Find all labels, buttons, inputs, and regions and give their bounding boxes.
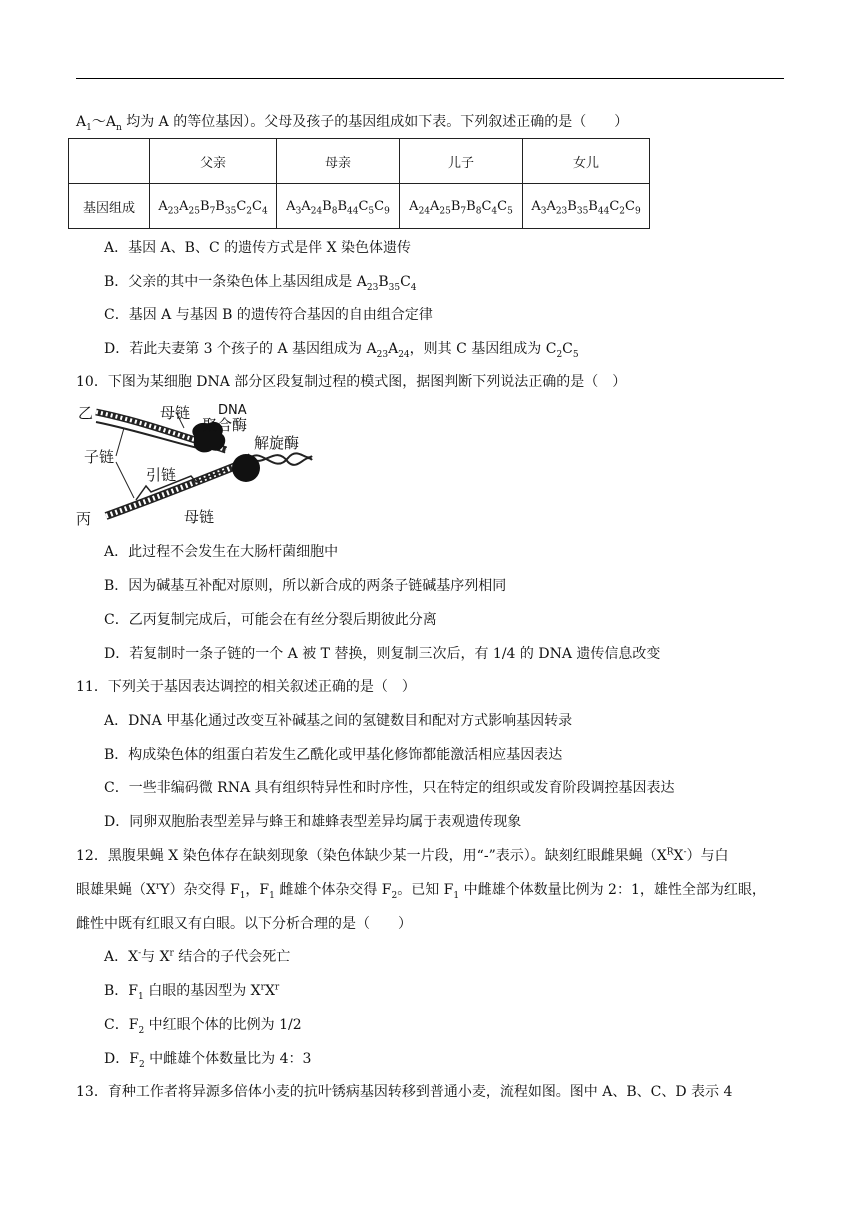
q12-stem-line2: 眼雄果蝇$(X^rY)$杂交得 $F_1$，$F_1$ 雌雄个体杂交得 $F_2$。已知 $F_1$ 中雌雄个体数量比例为 2：1，雄性全部为红眼，	[76, 881, 766, 901]
table-header-cell: 儿子	[400, 139, 523, 184]
label-bing: 丙	[76, 510, 92, 528]
q9-intro: $A_1\sim A_n$ 均为 A 的等位基因）。父母及孩子的基因组成如下表。下列叙述正确的是（ ）	[76, 114, 629, 133]
table-header-cell	[69, 139, 150, 184]
q10-option-d: D．若复制时一条子链的一个 A 被 T 替换，则复制三次后，有 1/4 的 DNA 遗传信息改变	[104, 646, 661, 662]
q12-option-d: D．$F_2$ 中雌雄个体数量比为 4：3	[104, 1051, 312, 1070]
label-polymerase: 聚合酶	[202, 416, 248, 434]
q12-stem-line3: 雌性中既有红眼又有白眼。以下分析合理的是（ ）	[76, 916, 412, 932]
table-header-cell: 父亲	[150, 139, 277, 184]
q11-option-c: C．一些非编码微 RNA 具有组织特异性和时序性，只在特定的组织或发育阶段调控基因表达	[104, 780, 675, 796]
label-primer: 引链	[146, 466, 177, 484]
q11-option-a: A．DNA 甲基化通过改变互补碱基之间的氢键数目和配对方式影响基因转录	[104, 713, 573, 729]
label-parent-strand-bottom: 母链	[184, 508, 215, 526]
table-cell-father: $A_{23}A_{25}B_7B_{35}C_2C_4$	[150, 184, 277, 229]
helicase-shape	[232, 454, 260, 482]
label-yi: 乙	[78, 404, 94, 422]
q12-option-c: C．$F_2$ 中红眼个体的比例为 1/2	[104, 1017, 302, 1036]
q10-option-c: C．乙丙复制完成后，可能会在有丝分裂后期彼此分离	[104, 612, 437, 628]
table-row	[69, 184, 650, 229]
label-dna: DNA	[218, 403, 247, 418]
table-cell-daughter: $A_3A_{23}B_{35}B_{44}C_2C_9$	[523, 184, 650, 229]
table-header-cell: 女儿	[523, 139, 650, 184]
q10-stem: 10．下图为某细胞 DNA 部分区段复制过程的模式图，据图判断下列说法正确的是（ ）	[76, 374, 627, 390]
pointer-line	[116, 428, 124, 456]
table-header-row	[69, 139, 650, 184]
q11-option-b: B．构成染色体的组蛋白若发生乙酰化或甲基化修饰都能激活相应基因表达	[104, 747, 563, 763]
q10-option-b: B．因为碱基互补配对原则，所以新合成的两条子链碱基序列相同	[104, 578, 507, 594]
label-helicase: 解旋酶	[254, 434, 300, 452]
q9-option-a: A．基因 A、B、C 的遗传方式是伴 X 染色体遗传	[104, 240, 411, 256]
q9-option-c: C．基因 A 与基因 B 的遗传符合基因的自由组合定律	[104, 307, 433, 323]
dna-replication-diagram	[76, 398, 316, 528]
header-rule	[76, 78, 784, 79]
q11-option-d: D．同卵双胞胎表型差异与蜂王和雄蜂表型差异均属于表观遗传现象	[104, 814, 522, 830]
q12-stem-line1: 12．黑腹果蝇 X 染色体存在缺刻现象（染色体缺少某一片段，用“-”表示）。缺刻红眼雌果蝇$(X^RX^-)$与白	[76, 847, 729, 864]
table-cell-mother: $A_3A_{24}B_8B_{44}C_5C_9$	[277, 184, 400, 229]
table-cell-son: $A_{24}A_{25}B_7B_8C_4C_5$	[400, 184, 523, 229]
q12-option-b: B．$F_1$ 白眼的基因型为 $X^rX^r$	[104, 982, 280, 1002]
q11-stem: 11．下列关于基因表达调控的相关叙述正确的是（ ）	[76, 679, 416, 695]
label-parent-strand-top: 母链	[160, 404, 191, 422]
label-daughter-strand: 子链	[84, 448, 115, 466]
q12-option-a: A．X-与 $X^r$ 结合的子代会死亡	[104, 948, 291, 965]
pointer-line	[116, 462, 134, 498]
table-row-label: 基因组成	[69, 184, 150, 229]
q9-option-d: D．若此夫妻第 3 个孩子的 A 基因组成为 $A_{23}A_{24}$，则其 C 基因组成为 $C_2C_5$	[104, 341, 579, 360]
genotype-table	[68, 138, 650, 229]
table-header-cell: 母亲	[277, 139, 400, 184]
q13-stem: 13．育种工作者将异源多倍体小麦的抗叶锈病基因转移到普通小麦，流程如图。图中 A、B、C、D 表示 4	[76, 1084, 733, 1100]
q9-option-b: B．父亲的其中一条染色体上基因组成是 $A_{23}B_{35}C_4$	[104, 274, 417, 293]
q10-option-a: A．此过程不会发生在大肠杆菌细胞中	[104, 544, 339, 560]
